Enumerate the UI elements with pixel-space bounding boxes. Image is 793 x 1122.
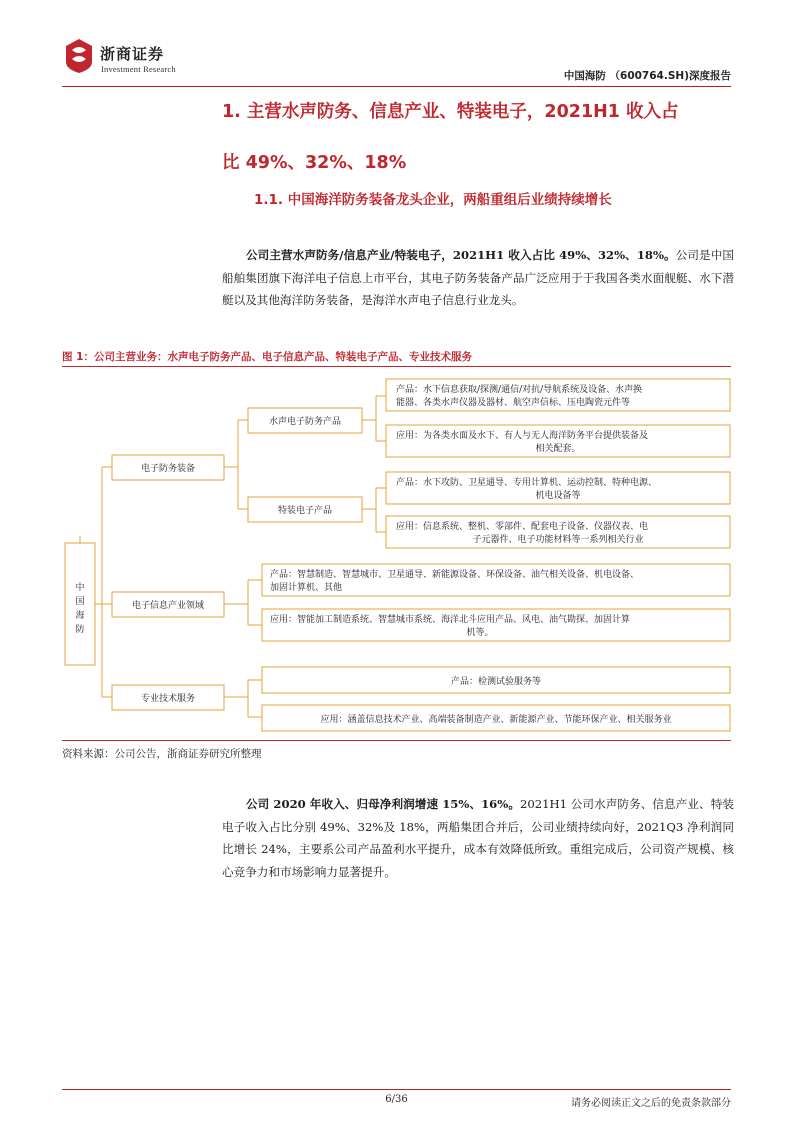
leaf-1-line2: 能器、各类水声仪器及器材、航空声信标、压电陶瓷元件等 xyxy=(396,398,631,408)
leaf-4-line1: 应用：信息系统、整机、零部件、配套电子设备、仪器仪表、电 xyxy=(396,522,649,532)
paragraph-financial-growth xyxy=(222,793,734,883)
leaf-4-line2: 子元器件、电子功能材料等一系列相关行业 xyxy=(472,535,644,545)
level1-box-info xyxy=(112,592,224,617)
figure-bottom-rule xyxy=(62,740,731,741)
leaf-2-line1: 应用：为各类水面及水下、有人与无人海洋防务平台提供装备及 xyxy=(396,431,649,441)
brand-name-en: Investment Research xyxy=(101,64,176,74)
leaf-5-line2: 加固计算机、其他 xyxy=(270,583,343,593)
root-char-3: 海 xyxy=(75,611,85,621)
page-number: 6/36 xyxy=(385,1094,408,1105)
section-heading-line2: 比 49%、32%、18% xyxy=(222,153,407,173)
leaf-box-7 xyxy=(262,667,730,693)
level2-label-special: 特装电子产品 xyxy=(277,506,333,516)
leaf-box-4 xyxy=(386,516,730,548)
leaf-5-line1: 产品：智慧制造、智慧城市、卫星通导、新能源设备、环保设备、油气相关设备、机电设备、 xyxy=(270,570,640,580)
para2-bold: 公司 2020 年收入、归母净利润增速 15%、16%。 xyxy=(246,797,520,811)
leaf-1-line1: 产品：水下信息获取/探测/通信/对抗/导航系统及设备、水声换 xyxy=(396,385,643,395)
brand-logo-icon xyxy=(64,38,94,74)
para1-body: 公司是中国船舶集团旗下海洋电子信息上市平台，其电子防务装备产品广泛应用于于我国各类水面舰艇、水下潜艇以及其他海洋防务装备，是海洋水声电子信息行业龙头。 xyxy=(222,248,734,307)
root-node-box xyxy=(65,543,95,665)
leaf-3-line1: 产品：水下攻防、卫星通导、专用计算机、运动控制、特种电源、 xyxy=(396,478,658,488)
figure-source: 资料来源：公司公告，浙商证券研究所整理 xyxy=(62,748,262,760)
leaf-8-line1: 应用：涵盖信息技术产业、高端装备制造产业、新能源产业、节能环保产业、相关服务业 xyxy=(320,715,672,725)
para1-bold: 公司主营水声防务/信息产业/特装电子， xyxy=(246,248,453,262)
root-char-4: 防 xyxy=(75,625,85,635)
leaf-3-line2: 机电设备等 xyxy=(535,491,581,501)
level1-label-info: 电子信息产业领域 xyxy=(131,601,205,611)
level1-box-service xyxy=(112,685,224,710)
footer-divider xyxy=(62,1089,731,1090)
leaf-2-line2: 相关配套。 xyxy=(535,444,581,454)
leaf-6-line2: 机等。 xyxy=(466,628,494,638)
level1-label-service: 专业技术服务 xyxy=(140,694,196,704)
level1-box-defense xyxy=(112,455,224,480)
paragraph-business-overview xyxy=(222,244,734,312)
leaf-7-line1: 产品：检测试验服务等 xyxy=(450,677,542,687)
level2-box-sonar xyxy=(248,408,362,433)
leaf-box-3 xyxy=(386,472,730,504)
leaf-box-5 xyxy=(262,564,730,596)
level2-label-sonar: 水声电子防务产品 xyxy=(268,417,342,427)
brand-name-cn: 浙商证券 xyxy=(100,45,165,63)
root-char-1: 中 xyxy=(75,583,85,593)
level2-box-special xyxy=(248,497,362,522)
level1-label-defense: 电子防务装备 xyxy=(140,464,196,474)
leaf-box-8 xyxy=(262,705,730,731)
section-heading-line1: 1. 主营水声防务、信息产业、特装电子，2021H1 收入占 xyxy=(222,102,679,122)
header-divider xyxy=(62,86,731,87)
subsection-heading: 1.1. 中国海洋防务装备龙头企业，两船重组后业绩持续增长 xyxy=(254,192,612,208)
para1-bold2: 2021H1 收入占比 49%、32%、18%。 xyxy=(452,248,676,262)
report-title: 中国海防 （600764.SH)深度报告 xyxy=(563,70,731,82)
footer-disclaimer: 请务必阅读正文之后的免责条款部分 xyxy=(571,1098,731,1109)
para2-body: 2021H1 公司水声防务、信息产业、特装电子收入占比分别 49%、32%及 18%，两船集团合并后，公司业绩持续向好，2021Q3 净利润同比增长 24%，主要系公司产品盈利水平提升，成本有效降低所致。重组完成后，公司资产规模、核心竞争力和市场影响力显著提升。 xyxy=(222,797,734,879)
leaf-box-2 xyxy=(386,425,730,457)
figure-top-rule xyxy=(62,366,731,367)
root-char-2: 国 xyxy=(75,597,85,607)
leaf-6-line1: 应用：智能加工制造系统、智慧城市系统、海洋北斗应用产品、风电、油气勘探、加固计算 xyxy=(270,615,631,625)
figure-title: 图 1：公司主营业务：水声电子防务产品、电子信息产品、特装电子产品、专业技术服务 xyxy=(62,351,472,363)
leaf-box-1 xyxy=(386,379,730,411)
leaf-box-6 xyxy=(262,609,730,641)
